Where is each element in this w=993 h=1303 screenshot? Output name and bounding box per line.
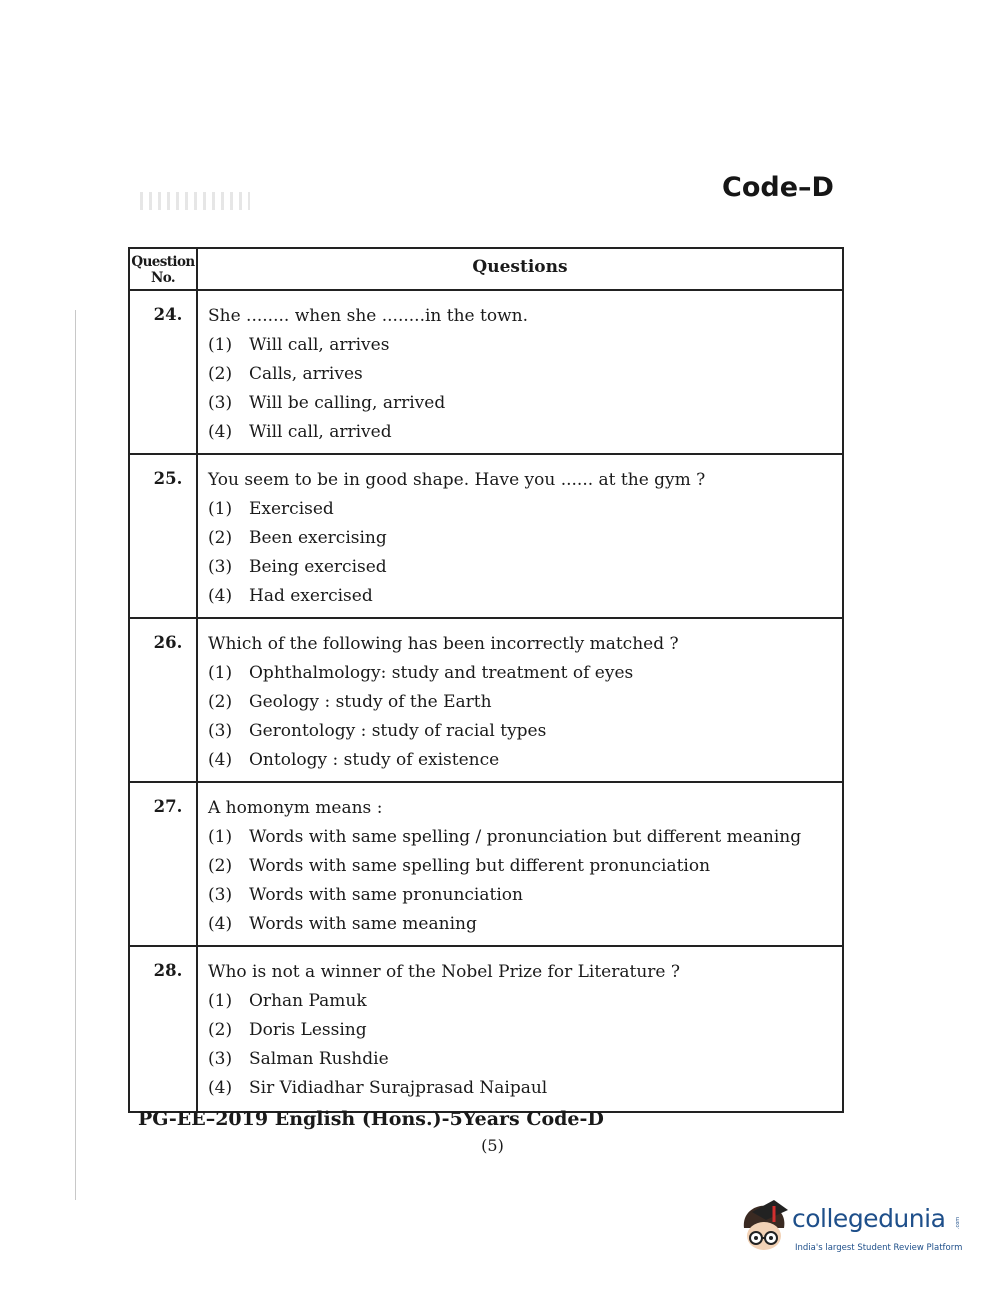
option-3 — [208, 553, 842, 582]
option-number: (1) — [208, 335, 233, 355]
option-number: (2) — [208, 1020, 233, 1040]
mascot-icon — [738, 1198, 794, 1258]
question-number-header-line1: Question — [131, 254, 195, 270]
option-text: Words with same pronunciation — [249, 885, 523, 905]
question-stem: Which of the following has been incorrectly matched ? — [208, 634, 679, 654]
option-2 — [208, 524, 842, 553]
question-stem: A homonym means : — [208, 798, 383, 818]
option-1 — [208, 331, 842, 360]
question-stem: Who is not a winner of the Nobel Prize for Literature ? — [208, 962, 680, 982]
option-text: Words with same spelling / pronunciation but different meaning — [249, 827, 802, 847]
page-number: (5) — [481, 1136, 504, 1155]
option-text: Had exercised — [249, 586, 373, 606]
option-1 — [208, 987, 842, 1016]
logo-wordmark: collegedunia — [792, 1204, 946, 1233]
option-3 — [208, 717, 842, 746]
option-4 — [208, 910, 842, 939]
question-body — [198, 947, 842, 1111]
option-number: (4) — [208, 586, 233, 606]
questions-header: Questions — [472, 257, 568, 277]
option-1 — [208, 823, 842, 852]
option-text: Calls, arrives — [249, 364, 363, 384]
option-text: Sir Vidiadhar Surajprasad Naipaul — [249, 1078, 548, 1098]
question-number: 26. — [130, 619, 198, 781]
option-text: Ontology : study of existence — [249, 750, 500, 770]
option-number: (4) — [208, 914, 233, 934]
question-body — [198, 619, 842, 781]
option-text: Salman Rushdie — [249, 1049, 389, 1069]
option-number: (2) — [208, 692, 233, 712]
option-number: (3) — [208, 1049, 233, 1069]
option-4 — [208, 418, 842, 447]
option-text: Exercised — [249, 499, 334, 519]
question-stem: She ........ when she ........in the town. — [208, 306, 528, 326]
margin-line — [75, 310, 76, 1200]
option-text: Gerontology : study of racial types — [249, 721, 547, 741]
question-stem: You seem to be in good shape. Have you ...... at the gym ? — [208, 470, 706, 490]
option-2 — [208, 688, 842, 717]
option-text: Will call, arrives — [249, 335, 390, 355]
option-text: Geology : study of the Earth — [249, 692, 492, 712]
option-text: Been exercising — [249, 528, 387, 548]
option-text: Doris Lessing — [249, 1020, 367, 1040]
option-number: (2) — [208, 528, 233, 548]
option-text: Orhan Pamuk — [249, 991, 367, 1011]
question-row-24 — [130, 291, 842, 455]
option-number: (2) — [208, 856, 233, 876]
option-text: Will call, arrived — [249, 422, 392, 442]
option-3 — [208, 1045, 842, 1074]
question-body — [198, 455, 842, 617]
option-number: (3) — [208, 393, 233, 413]
option-number: (1) — [208, 991, 233, 1011]
scan-smudge — [140, 192, 250, 210]
option-number: (1) — [208, 827, 233, 847]
option-text: Words with same spelling but different pronunciation — [249, 856, 711, 876]
footer-paper-title: PG-EE–2019 English (Hons.)-5Years Code-D — [138, 1108, 604, 1130]
option-text: Will be calling, arrived — [249, 393, 446, 413]
option-1 — [208, 659, 842, 688]
collegedunia-logo — [738, 1198, 963, 1258]
option-number: (3) — [208, 721, 233, 741]
question-body — [198, 783, 842, 945]
question-body — [198, 291, 842, 453]
option-number: (1) — [208, 663, 233, 683]
option-4 — [208, 582, 842, 611]
question-row-28 — [130, 947, 842, 1111]
code-heading: Code–D — [722, 172, 834, 203]
question-row-27 — [130, 783, 842, 947]
option-3 — [208, 389, 842, 418]
question-row-25 — [130, 455, 842, 619]
option-text: Ophthalmology: study and treatment of eyes — [249, 663, 634, 683]
question-number: 28. — [130, 947, 198, 1111]
table-header-row — [130, 249, 842, 291]
option-number: (4) — [208, 1078, 233, 1098]
option-number: (3) — [208, 885, 233, 905]
question-number: 24. — [130, 291, 198, 453]
question-number-header — [130, 249, 198, 289]
option-2 — [208, 1016, 842, 1045]
option-text: Words with same meaning — [249, 914, 477, 934]
option-text: Being exercised — [249, 557, 387, 577]
question-row-26 — [130, 619, 842, 783]
question-table — [128, 247, 844, 1113]
question-number: 27. — [130, 783, 198, 945]
logo-com-suffix: .com — [955, 1216, 962, 1230]
question-number-header-line2: No. — [150, 270, 175, 286]
option-number: (4) — [208, 750, 233, 770]
option-1 — [208, 495, 842, 524]
option-number: (3) — [208, 557, 233, 577]
option-4 — [208, 1074, 842, 1103]
option-4 — [208, 746, 842, 775]
option-number: (2) — [208, 364, 233, 384]
option-number: (4) — [208, 422, 233, 442]
option-number: (1) — [208, 499, 233, 519]
logo-tagline: India's largest Student Review Platform — [795, 1243, 963, 1253]
option-2 — [208, 852, 842, 881]
option-3 — [208, 881, 842, 910]
option-2 — [208, 360, 842, 389]
question-number: 25. — [130, 455, 198, 617]
